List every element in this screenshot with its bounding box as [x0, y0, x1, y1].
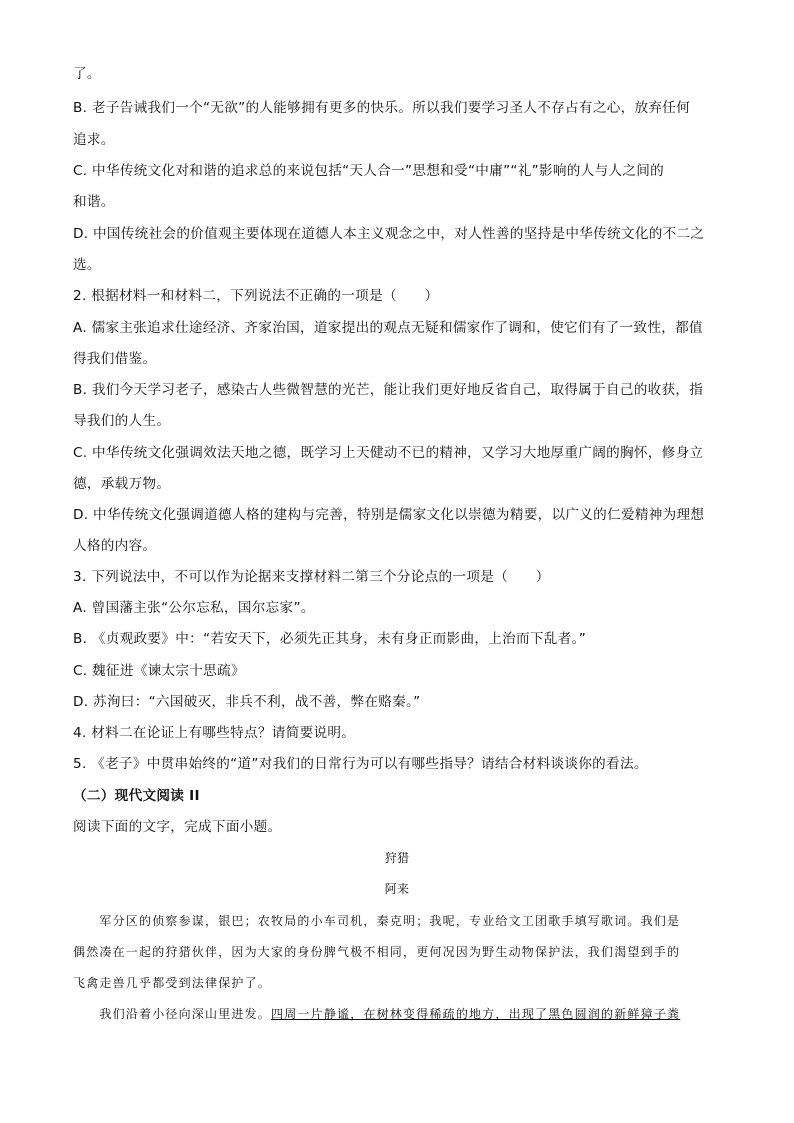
text-line: 和谐。	[73, 194, 115, 210]
option-c-line: C. 魏征进《谏太宗十思疏》	[73, 663, 245, 679]
question-4: 4. 材料二在论证上有哪些特点？请简要说明。	[73, 725, 356, 741]
option-a-line: A. 曾国藩主张“公尔忘私，国尔忘家”。	[73, 600, 315, 616]
option-a-line: A. 儒家主张追求仕途经济、齐家治国，道家提出的观点无疑和儒家作了调和，使它们有了一致性，都值	[73, 320, 703, 336]
text-line: 得我们借鉴。	[73, 351, 157, 367]
story-title: 狩猎	[384, 851, 410, 865]
story-line-prefix: 我们沿着小径向深山里进发。	[73, 1007, 272, 1021]
story-line: 飞禽走兽几乎都受到法律保护了。	[73, 976, 272, 990]
instruction: 阅读下面的文字，完成下面小题。	[73, 819, 282, 835]
option-c-line: C. 中华传统文化对和谐的追求总的来说包括“天人合一”思想和受“中庸”“礼”影响的人与人之间的	[73, 163, 665, 179]
option-b-line: B. 我们今天学习老子，感染古人些微智慧的光芒，能让我们更好地反省自己，取得属于自己的收获，指	[73, 382, 704, 398]
story-line	[73, 1004, 723, 1024]
question-5: 5. 《老子》中贯串始终的“道”对我们的日常行为可以有哪些指导？请结合材料谈谈你的看法。	[73, 756, 648, 772]
option-d-line: D. 中国传统社会的价值观主要体现在道德人本主义观念之中，对人性善的坚持是中华传统文化的不二之	[73, 226, 705, 242]
text-line: 了。	[73, 66, 101, 82]
option-d-line: D. 中华传统文化强调道德人格的建构与完善，特别是儒家文化以崇德为精要，以广义的仁爱精神为理想	[73, 507, 705, 523]
story-line: 偶然凑在一起的狩猎伙伴，因为大家的身份脾气极不相同，更何况因为野生动物保护法，我们渴望到手的	[73, 945, 681, 959]
underlined-sentence: 四周一片静谧，在树林变得稀疏的地方，出现了黑色圆润的新鲜獐子粪	[271, 1007, 681, 1021]
text-line: 选。	[73, 257, 101, 273]
text-line: 导我们的人生。	[73, 413, 171, 429]
text-line: 人格的内容。	[73, 538, 157, 554]
question-3: 3. 下列说法中，不可以作为论据来支撑材料二第三个分论点的一项是（ ）	[73, 569, 550, 585]
option-b-line: B. 老子告诫我们一个“无欲”的人能够拥有更多的快乐。所以我们要学习圣人不存占有之心，放弃任何	[73, 100, 691, 116]
question-2: 2. 根据材料一和材料二，下列说法不正确的一项是（ ）	[73, 288, 439, 304]
section-heading: （二）现代文阅读 II	[73, 788, 200, 804]
story-line: 军分区的侦察参谋，银巴；农牧局的小车司机，秦克明；我呢，专业给文工团歌手填写歌词。我们是	[73, 914, 681, 928]
text-line: 德，承载万物。	[73, 476, 171, 492]
option-d-line: D. 苏洵曰：“六国破灭，非兵不利，战不善，弊在赂秦。”	[73, 694, 421, 710]
story-author: 阿来	[384, 882, 410, 896]
option-b-line: B. 《贞观政要》中：“若安天下，必须先正其身，未有身正而影曲，上治而下乱者。”	[73, 631, 587, 647]
option-c-line: C. 中华传统文化强调效法天地之德，既学习上天健动不已的精神，又学习大地厚重广阔的胸怀，修身立	[73, 445, 704, 461]
text-line: 追求。	[73, 132, 115, 148]
